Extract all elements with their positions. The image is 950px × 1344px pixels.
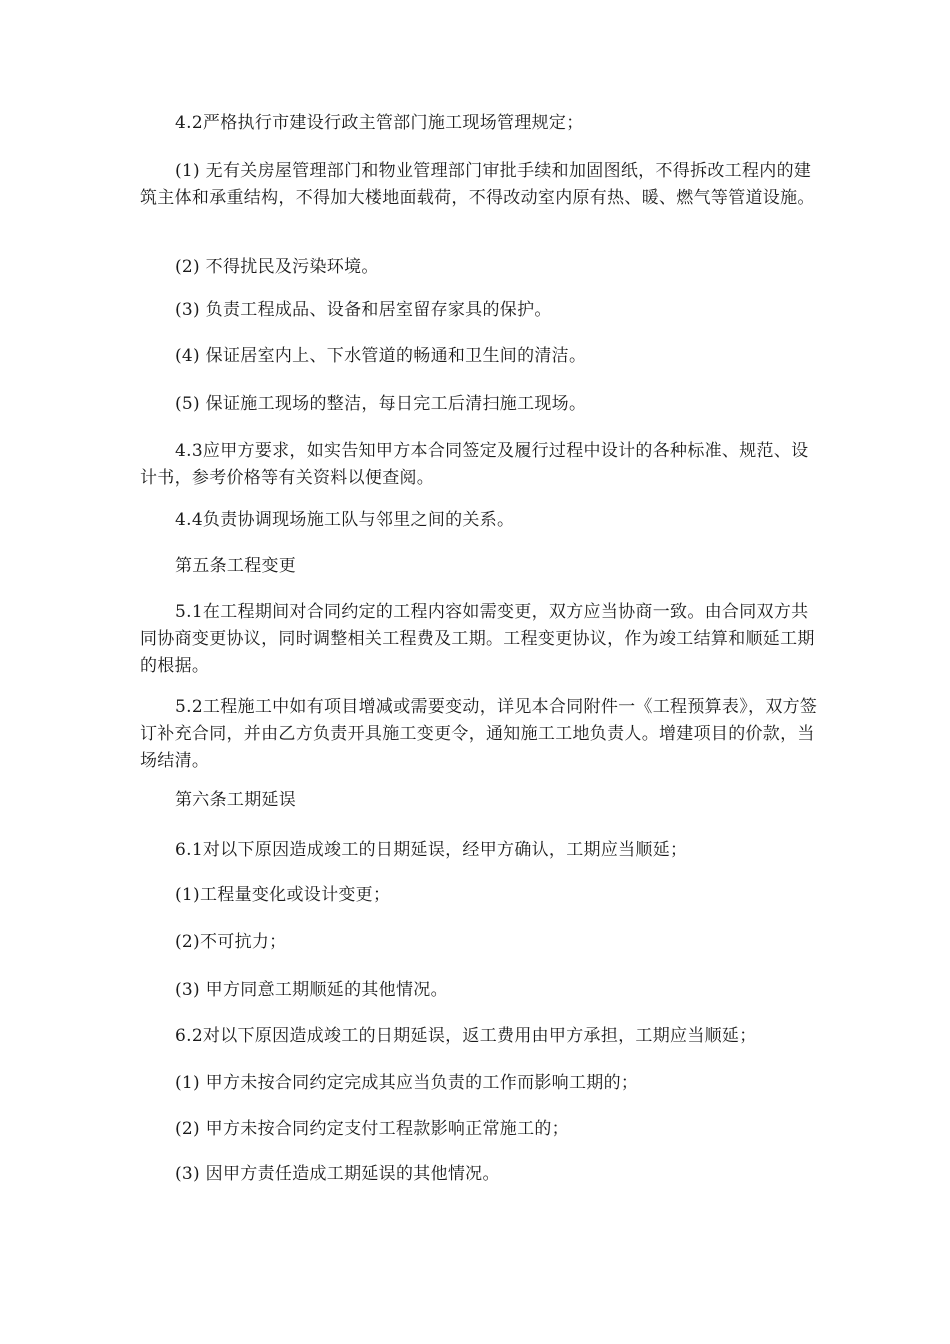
clause-6-1-item-3: (3) 甲方同意工期顺延的其他情况。	[175, 980, 448, 1000]
clause-5-2: 5.2工程施工中如有项目增减或需要变动，详见本合同附件一《工程预算表》，双方签订补充合同，并由乙方负责开具施工变更令，通知施工工地负责人。增建项目的价款，当场结清。	[140, 697, 818, 771]
clause-6-2-item-1: (1) 甲方未按合同约定完成其应当负责的工作而影响工期的；	[175, 1073, 639, 1093]
clause-4-2-item-5: (5) 保证施工现场的整洁，每日完工后清扫施工现场。	[175, 394, 587, 414]
clause-6-2: 6.2对以下原因造成竣工的日期延误，返工费用由甲方承担，工期应当顺延；	[175, 1026, 757, 1046]
clause-4-4: 4.4负责协调现场施工队与邻里之间的关系。	[175, 510, 515, 530]
clause-4-2-item-1: (1) 无有关房屋管理部门和物业管理部门审批手续和加固图纸，不得拆改工程内的建筑主体和承重结构，不得加大楼地面载荷，不得改动室内原有热、暖、燃气等管道设施。	[140, 161, 815, 208]
section-6-heading: 第六条工期延误	[175, 790, 297, 810]
clause-4-2-item-4: (4) 保证居室内上、下水管道的畅通和卫生间的清洁。	[175, 346, 587, 366]
clause-4-3: 4.3应甲方要求，如实告知甲方本合同签定及履行过程中设计的各种标准、规范、设计书，参考价格等有关资料以便查阅。	[140, 441, 809, 488]
clause-4-2-item-2: (2) 不得扰民及污染环境。	[175, 257, 379, 277]
clause-5-1: 5.1在工程期间对合同约定的工程内容如需变更，双方应当协商一致。由合同双方共同协商变更协议，同时调整相关工程费及工期。工程变更协议，作为竣工结算和顺延工期的根据。	[140, 602, 815, 676]
clause-6-2-item-3: (3) 因甲方责任造成工期延误的其他情况。	[175, 1164, 500, 1184]
clause-6-1: 6.1对以下原因造成竣工的日期延误，经甲方确认，工期应当顺延；	[175, 840, 688, 860]
clause-6-1-item-2: (2)不可抗力；	[175, 932, 287, 952]
clause-4-2: 4.2严格执行市建设行政主管部门施工现场管理规定；	[175, 113, 584, 133]
clause-6-2-item-2: (2) 甲方未按合同约定支付工程款影响正常施工的；	[175, 1119, 569, 1139]
clause-4-2-item-3: (3) 负责工程成品、设备和居室留存家具的保护。	[175, 300, 552, 320]
section-5-heading: 第五条工程变更	[175, 556, 297, 576]
clause-6-1-item-1: (1)工程量变化或设计变更；	[175, 885, 391, 905]
